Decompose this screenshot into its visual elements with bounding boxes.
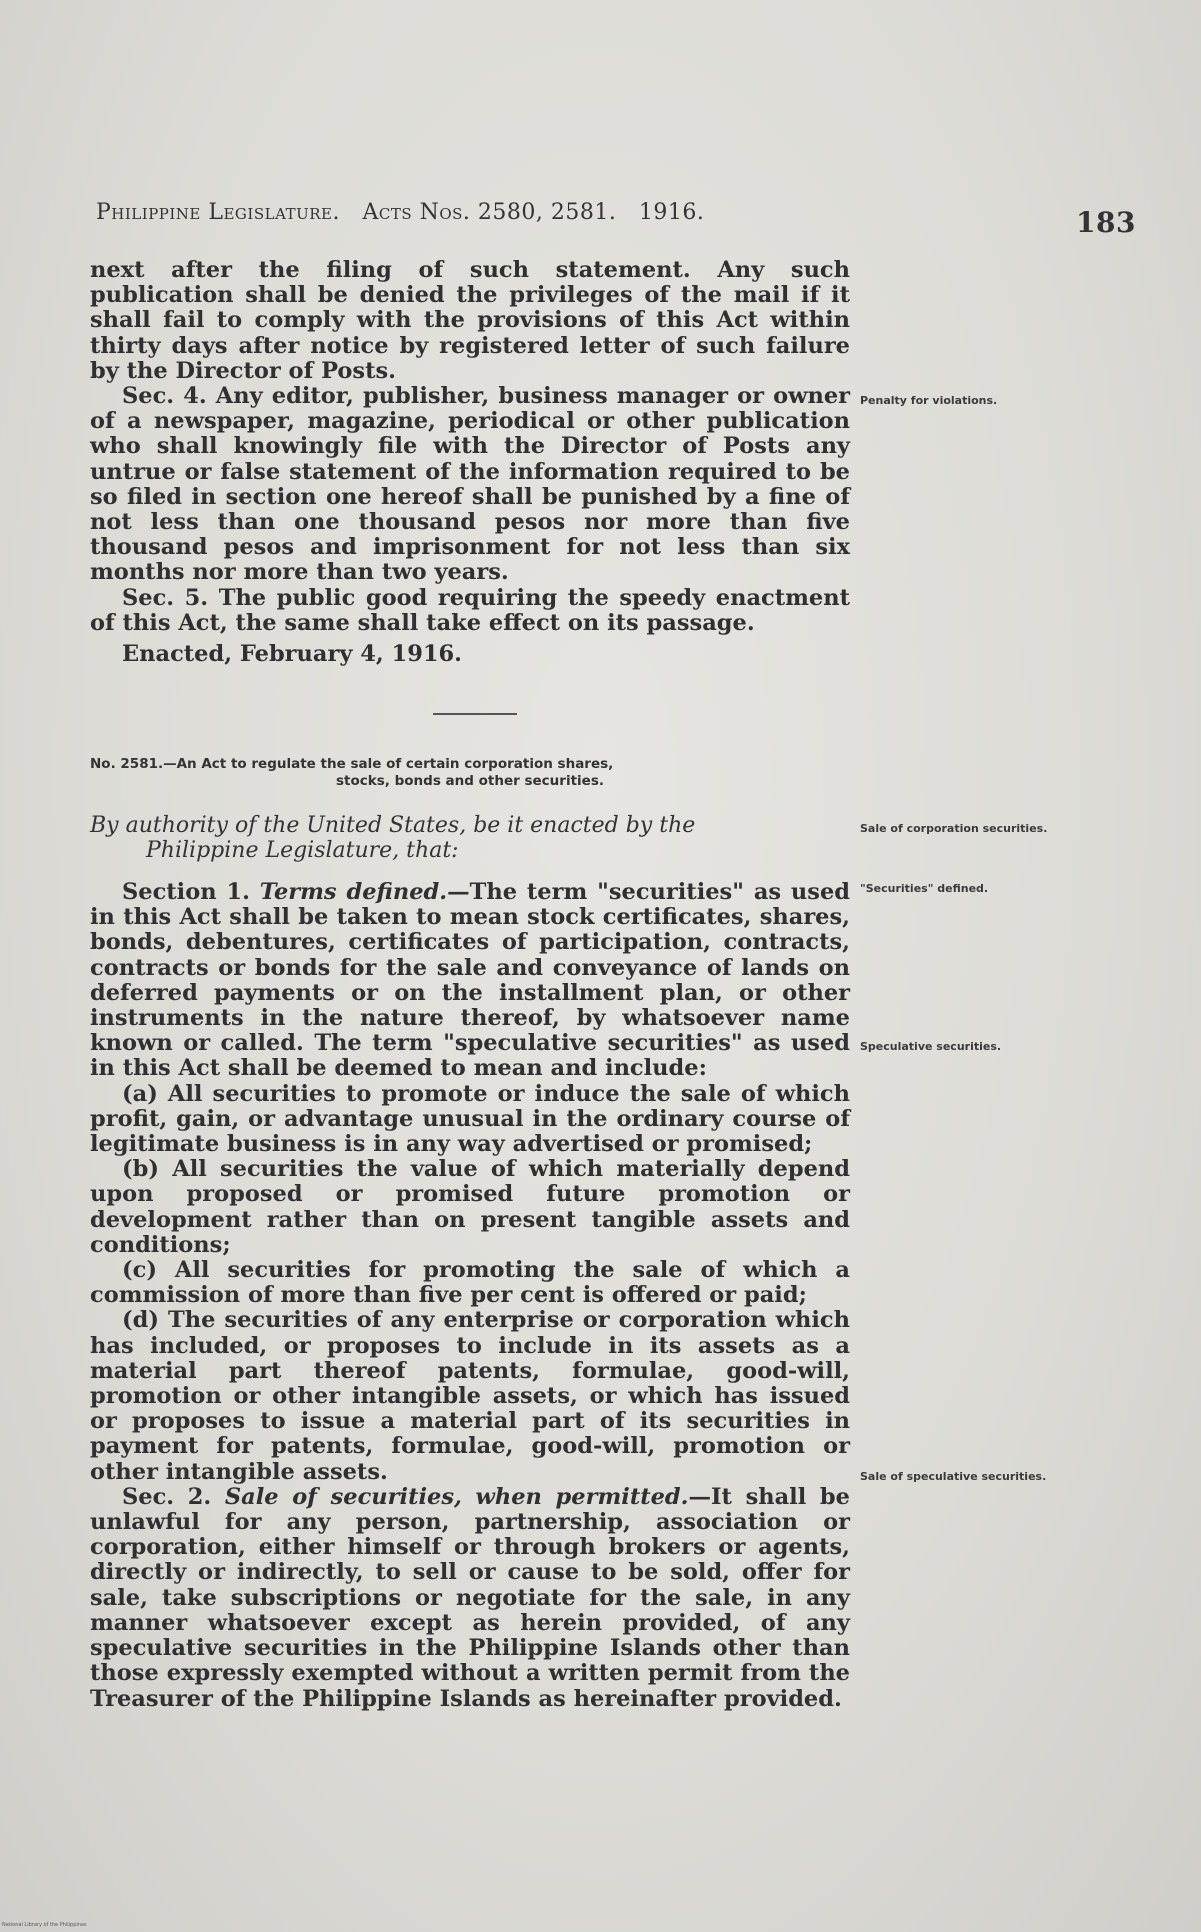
section-2-text: —It shall be unlawful for any person, partnership, association or corporation, either himself or through brokers or agents, directly or indirectly, to sell or cause to be sold, offer for sale, take subscriptions or negotiate for the sale, in any manner whatsoever except as herein provided, of any speculative securities in the Philippine Islands other than those expressly exempted without a written permit from the Treasurer of the Philippine Islands as hereinafter provided. xyxy=(90,1483,850,1712)
header-title: Philippine Legislature. xyxy=(96,200,340,225)
header-year: 1916. xyxy=(638,200,705,225)
paragraph-section-2 xyxy=(90,1485,850,1712)
paragraph-sec-4: Sec. 4. Any editor, publisher, business manager or owner of a newspaper, magazine, periodical or other publication who shall knowingly file with the Director of Posts any untrue or false statement of the information required to be so filed in section one hereof shall be punished by a fine of not less than one thousand pesos nor more than five thousand pesos and imprisonment for not less than six months nor more than two years. xyxy=(90,383,850,586)
margin-note-sale-speculative: Sale of speculative securities. xyxy=(860,1470,1047,1483)
section-2-head: Sec. 2. xyxy=(122,1483,225,1510)
text-block-act-2581 xyxy=(90,880,850,1712)
margin-note-penalty: Penalty for violations. xyxy=(860,394,998,407)
paragraph-section-1 xyxy=(90,880,850,1082)
section-divider xyxy=(433,713,517,715)
margin-note-speculative: Speculative securities. xyxy=(860,1040,1002,1053)
clause-b: (b) All securities the value of which materially depend upon proposed or promised future promotion or development rather than on present tangible assets and conditions; xyxy=(90,1156,850,1258)
act-title-line-1: No. 2581.—An Act to regulate the sale of certain corporation shares, xyxy=(90,756,614,772)
page-number: 183 xyxy=(1076,206,1136,239)
clause-c: (c) All securities for promoting the sale of which a commission of more than five per cent is offered or paid; xyxy=(90,1257,850,1309)
footer-credit: National Library of the Philippines xyxy=(2,1922,87,1928)
clause-a: (a) All securities to promote or induce the sale of which profit, gain, or advantage unusual in the ordinary course of legitimate business is in any way advertised or promised; xyxy=(90,1080,850,1158)
act-title-line-2: stocks, bonds and other securities. xyxy=(336,773,604,789)
running-header xyxy=(96,200,1136,239)
clause-d: (d) The securities of any enterprise or corporation which has included, or proposes to include in its assets as a material part thereof patents, formulae, good-will, promotion or other intangible assets, or which has issued or proposes to issue a material part of its securities in payment for patents, formulae, good-will, promotion or other intangible assets. xyxy=(90,1307,850,1485)
enacted-date: Enacted, February 4, 1916. xyxy=(122,641,463,668)
section-1-title: Terms defined. xyxy=(259,879,448,905)
paragraph-sec-5: Sec. 5. The public good requiring the speedy enactment of this Act, the same shall take effect on its passage. xyxy=(90,584,850,636)
section-1-text: —The term "securities" as used in this Act shall be taken to mean stock certificates, shares, bonds, debentures, certificates of participation, contracts, contracts or bonds for the sale and conveyance of lands on deferred payments or on the installment plan, or other instruments in the nature thereof, by whatsoever name known or called. The term "speculative securities" as used in this Act shall be deemed to mean and include: xyxy=(90,879,850,1082)
margin-note-securities-defined: "Securities" defined. xyxy=(860,882,989,895)
act-2581-title xyxy=(90,756,850,790)
margin-note-sale-corporation: Sale of corporation securities. xyxy=(860,822,1048,835)
section-2-title: Sale of securities, when permitted. xyxy=(224,1483,689,1510)
enacting-clause xyxy=(90,813,850,863)
section-1-head: Section 1. xyxy=(122,879,260,905)
text-block-act-2580 xyxy=(90,258,850,667)
enacting-line-2: Philippine Legislature, that: xyxy=(146,838,459,863)
enacting-line-1: By authority of the United States, be it enacted by the xyxy=(90,813,696,838)
header-acts: Acts Nos. 2580, 2581. xyxy=(362,200,617,225)
paragraph-continuation: next after the filing of such statement. Any such publication shall be denied the privileges of the mail if it shall fail to comply with the provisions of this Act within thirty days after notice by registered letter of such failure by the Director of Posts. xyxy=(90,257,850,384)
